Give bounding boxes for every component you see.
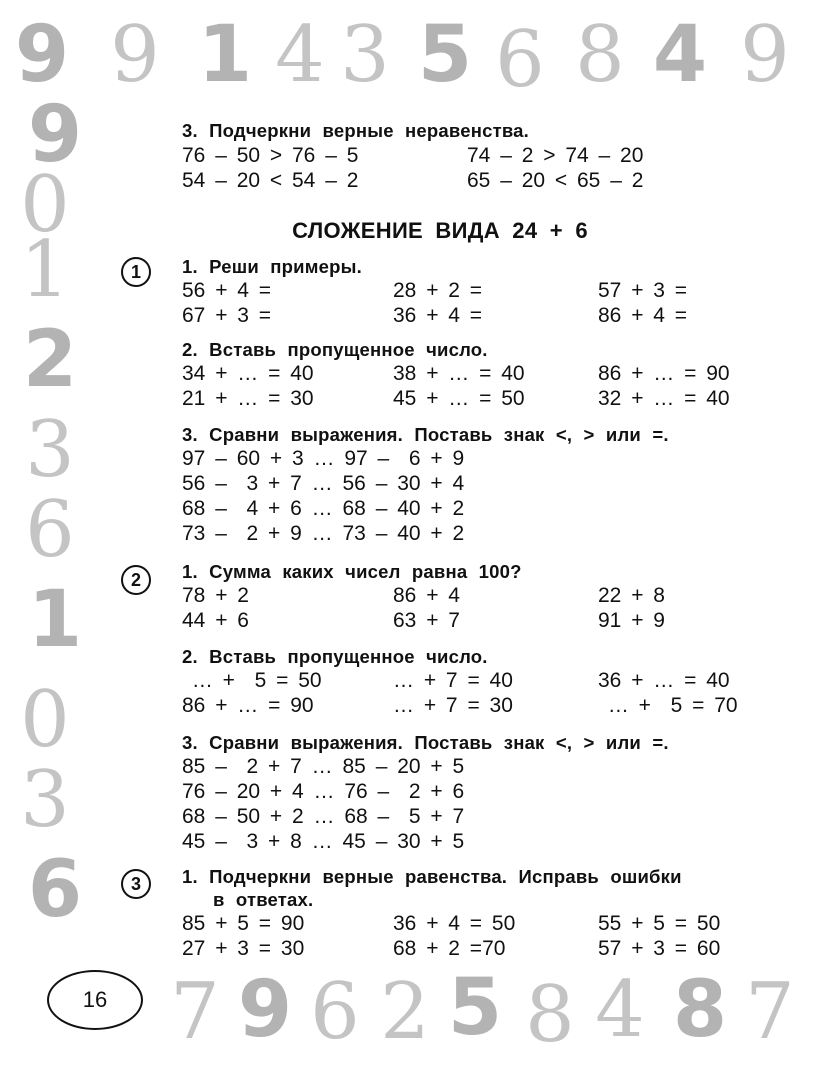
decorative-digit: 1 — [197, 10, 253, 100]
math-expression[interactable]: 57 + 3 = — [598, 279, 688, 302]
math-expression[interactable]: 85 + 5 = 90 — [182, 912, 305, 935]
decorative-digit: 9 — [237, 965, 293, 1055]
math-expression[interactable]: 56 – 3 + 7 … 56 – 30 + 4 — [182, 472, 465, 495]
math-expression[interactable]: 57 + 3 = 60 — [598, 937, 721, 960]
math-expression[interactable]: 76 – 20 + 4 … 76 – 2 + 6 — [182, 780, 465, 803]
section-number-badge: 2 — [121, 565, 151, 595]
math-expression[interactable]: 68 – 50 + 2 … 68 – 5 + 7 — [182, 805, 465, 828]
decorative-digit: 4 — [275, 10, 325, 100]
decorative-digit: 1 — [20, 225, 70, 315]
decorative-digit: 8 — [575, 10, 625, 100]
decorative-digit: 9 — [27, 90, 83, 180]
math-expression[interactable]: 86 + 4 = — [598, 304, 688, 327]
math-expression[interactable]: 44 + 6 — [182, 609, 249, 632]
decorative-digit: 9 — [110, 10, 160, 100]
math-expression[interactable]: 97 – 60 + 3 … 97 – 6 + 9 — [182, 447, 465, 470]
section-number-badge: 3 — [121, 869, 151, 899]
task-heading: 2. Вставь пропущенное число. — [182, 646, 488, 667]
decorative-digit: 0 — [20, 160, 70, 250]
decorative-digit: 4 — [652, 10, 708, 100]
inequality[interactable]: 74 – 2 > 74 – 20 — [467, 144, 644, 167]
decorative-digit: 6 — [25, 485, 75, 575]
math-expression[interactable]: 68 + 2 =70 — [393, 937, 506, 960]
task-heading: 3. Подчеркни верные неравенства. — [182, 120, 530, 141]
math-expression[interactable]: 22 + 8 — [598, 584, 665, 607]
math-expression[interactable]: 45 + … = 50 — [393, 387, 525, 410]
decorative-digit: 4 — [595, 965, 645, 1055]
inequality[interactable]: 76 – 50 > 76 – 5 — [182, 144, 359, 167]
math-expression[interactable]: 45 – 3 + 8 … 45 – 30 + 5 — [182, 830, 465, 853]
math-expression[interactable]: 36 + 4 = 50 — [393, 912, 516, 935]
decorative-digit: 9 — [740, 10, 790, 100]
math-expression[interactable]: 38 + … = 40 — [393, 362, 525, 385]
task-heading: 1. Подчеркни верные равенства. Исправь ошибки — [182, 866, 682, 887]
inequality[interactable]: 54 – 20 < 54 – 2 — [182, 169, 359, 192]
decorative-digit: 3 — [340, 10, 390, 100]
decorative-digit: 8 — [672, 965, 728, 1055]
math-expression[interactable]: 91 + 9 — [598, 609, 665, 632]
math-expression[interactable]: 86 + … = 90 — [598, 362, 730, 385]
math-expression[interactable]: 85 – 2 + 7 … 85 – 20 + 5 — [182, 755, 465, 778]
decorative-digit: 3 — [25, 405, 75, 495]
decorative-digit: 6 — [310, 967, 360, 1057]
page-number: 16 — [47, 970, 143, 1030]
task-heading: 2. Вставь пропущенное число. — [182, 339, 488, 360]
task-heading: 1. Сумма каких чисел равна 100? — [182, 561, 522, 582]
math-expression[interactable]: 21 + … = 30 — [182, 387, 314, 410]
math-expression[interactable]: 34 + … = 40 — [182, 362, 314, 385]
decorative-digit: 1 — [27, 575, 83, 665]
decorative-digit: 7 — [170, 967, 220, 1057]
decorative-digit: 0 — [20, 675, 70, 765]
math-expression[interactable]: 55 + 5 = 50 — [598, 912, 721, 935]
task-heading: 3. Сравни выражения. Поставь знак <, > или =. — [182, 424, 669, 445]
decorative-digit: 8 — [525, 970, 575, 1060]
math-expression[interactable]: … + 7 = 30 — [393, 694, 513, 717]
math-expression[interactable]: 68 – 4 + 6 … 68 – 40 + 2 — [182, 497, 465, 520]
task-heading: 3. Сравни выражения. Поставь знак <, > или =. — [182, 732, 669, 753]
math-expression[interactable]: 86 + … = 90 — [182, 694, 314, 717]
decorative-digit: 5 — [417, 10, 473, 100]
decorative-digit: 6 — [495, 15, 545, 105]
decorative-digit: 3 — [20, 755, 70, 845]
inequality[interactable]: 65 – 20 < 65 – 2 — [467, 169, 644, 192]
math-expression[interactable]: … + 5 = 70 — [598, 694, 738, 717]
decorative-digit: 9 — [14, 10, 70, 100]
math-expression[interactable]: 73 – 2 + 9 … 73 – 40 + 2 — [182, 522, 465, 545]
decorative-digit: 7 — [745, 967, 795, 1057]
decorative-digit: 2 — [22, 315, 78, 405]
section-number-badge: 1 — [121, 257, 151, 287]
task-heading: 1. Реши примеры. — [182, 256, 362, 277]
task-heading: в ответах. — [213, 889, 314, 910]
decorative-digit: 5 — [447, 963, 503, 1053]
math-expression[interactable]: 56 + 4 = — [182, 279, 272, 302]
math-expression[interactable]: 28 + 2 = — [393, 279, 483, 302]
decorative-digit: 6 — [27, 845, 83, 935]
math-expression[interactable]: … + 5 = 50 — [182, 669, 322, 692]
math-expression[interactable]: 78 + 2 — [182, 584, 249, 607]
math-expression[interactable]: 67 + 3 = — [182, 304, 272, 327]
section-title: СЛОЖЕНИЕ ВИДА 24 + 6 — [292, 218, 588, 243]
decorative-digit: 2 — [380, 967, 430, 1057]
math-expression[interactable]: … + 7 = 40 — [393, 669, 513, 692]
math-expression[interactable]: 36 + … = 40 — [598, 669, 730, 692]
math-expression[interactable]: 32 + … = 40 — [598, 387, 730, 410]
math-expression[interactable]: 27 + 3 = 30 — [182, 937, 305, 960]
math-expression[interactable]: 86 + 4 — [393, 584, 460, 607]
math-expression[interactable]: 36 + 4 = — [393, 304, 483, 327]
math-expression[interactable]: 63 + 7 — [393, 609, 460, 632]
